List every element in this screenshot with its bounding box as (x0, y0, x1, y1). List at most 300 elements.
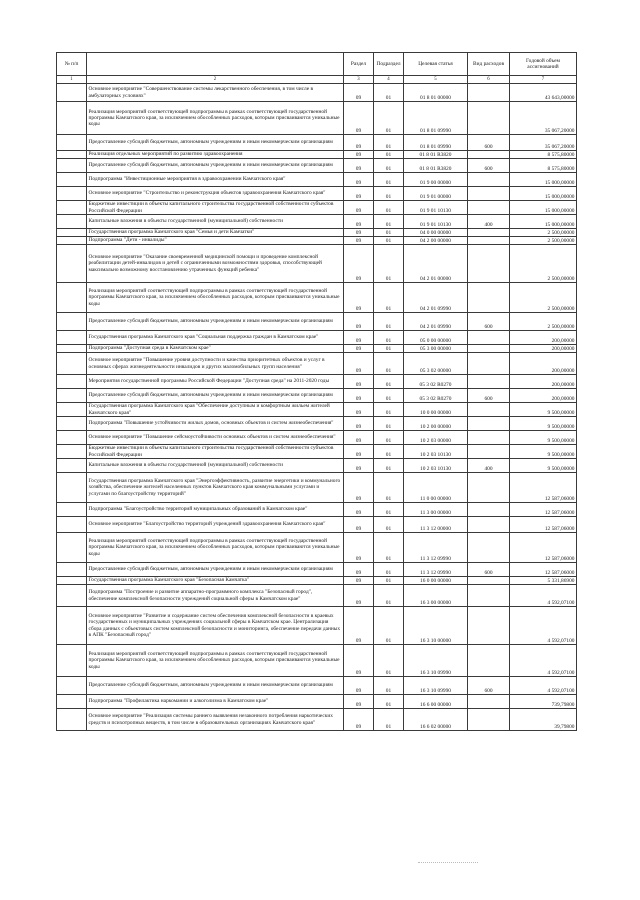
header-target-article: Целевая статья (404, 53, 468, 76)
row-target-article-cell: 04 2 01 09990 (404, 312, 468, 330)
table-row (57, 388, 577, 402)
row-number-cell (57, 606, 87, 644)
table-row (57, 200, 577, 214)
row-sum-cell: 9 500,00000 (510, 402, 577, 416)
row-sum-cell: 2 500,00000 (510, 228, 577, 236)
row-razdel-cell: 09 (344, 562, 374, 576)
table-row (57, 158, 577, 172)
row-podrazdel-cell: 01 (374, 430, 404, 444)
table-row (57, 172, 577, 186)
row-number-cell (57, 472, 87, 502)
table-row (57, 344, 577, 352)
row-name-cell: Реализация мероприятий соответствующей подпрограммы в рамках соответствующей государственной программы Камчатского края, за исключением обособленных расходов, которым присваиваются уникальные коды (87, 282, 344, 312)
row-target-article-cell: 10 2 00 00000 (404, 416, 468, 430)
row-target-article-cell: 16 6 02 00000 (404, 708, 468, 730)
table-row (57, 676, 577, 694)
table-row (57, 562, 577, 576)
row-sum-cell: 12 587,06000 (510, 516, 577, 532)
row-number-cell (57, 352, 87, 374)
row-sum-cell: 35 067,20000 (510, 134, 577, 150)
table-row (57, 606, 577, 644)
table-row (57, 236, 577, 244)
row-number-cell (57, 236, 87, 244)
row-expense-type-cell (468, 200, 510, 214)
row-sum-cell: 200,00000 (510, 352, 577, 374)
row-podrazdel-cell: 01 (374, 516, 404, 532)
row-expense-type-cell: 600 (468, 676, 510, 694)
row-podrazdel-cell: 01 (374, 330, 404, 344)
row-target-article-cell: 01 8 01 09990 (404, 134, 468, 150)
row-expense-type-cell (468, 430, 510, 444)
row-target-article-cell: 10 0 00 00000 (404, 402, 468, 416)
table-row (57, 532, 577, 562)
row-target-article-cell: 01 9 01 10130 (404, 200, 468, 214)
row-number-cell (57, 134, 87, 150)
row-podrazdel-cell: 01 (374, 708, 404, 730)
row-podrazdel-cell: 01 (374, 676, 404, 694)
row-number-cell (57, 150, 87, 158)
column-number: 1 (57, 76, 87, 83)
row-podrazdel-cell: 01 (374, 83, 404, 101)
row-sum-cell: 4 592,07100 (510, 584, 577, 606)
row-sum-cell: 2 500,00000 (510, 236, 577, 244)
row-number-cell (57, 444, 87, 458)
row-number-cell (57, 172, 87, 186)
row-expense-type-cell (468, 502, 510, 516)
row-name-cell: Государственная программа Камчатского края "Семья и дети Камчатки" (87, 228, 344, 236)
row-podrazdel-cell: 01 (374, 312, 404, 330)
row-number-cell (57, 200, 87, 214)
row-number-cell (57, 516, 87, 532)
row-razdel-cell: 09 (344, 532, 374, 562)
row-razdel-cell: 09 (344, 83, 374, 101)
table-row (57, 472, 577, 502)
row-target-article-cell: 11 3 12 09990 (404, 532, 468, 562)
row-target-article-cell: 04 0 00 00000 (404, 228, 468, 236)
row-podrazdel-cell: 01 (374, 236, 404, 244)
column-number: 6 (468, 76, 510, 83)
row-razdel-cell: 09 (344, 516, 374, 532)
row-razdel-cell: 09 (344, 228, 374, 236)
table-row (57, 101, 577, 134)
row-expense-type-cell (468, 282, 510, 312)
row-name-cell: Основное мероприятие "Повышение уровня доступности и качества приоритетных объектов и услуг в основных сферах жизнедеятельности инвалидов и других маломобильных групп населения" (87, 352, 344, 374)
row-razdel-cell: 09 (344, 236, 374, 244)
column-number: 4 (374, 76, 404, 83)
row-expense-type-cell (468, 186, 510, 200)
row-name-cell: Основное мероприятие "Развитие и содержание систем обеспечения комплексной безопасности в краевых государственных и муниципальных учреждениях социальной сферы в Камчатском крае. Централизация сбора данных с объектовых систем комплексной безопасности и мониторинга, обеспечение передачи данных в АПК "Безопасный город" (87, 606, 344, 644)
table-row (57, 282, 577, 312)
row-name-cell: Капитальные вложения в объекты государственной (муниципальной) собственности (87, 458, 344, 472)
row-name-cell: Подпрограмма "Профилактика наркомании и алкоголизма в Камчатском крае" (87, 694, 344, 708)
row-podrazdel-cell: 01 (374, 352, 404, 374)
row-razdel-cell: 09 (344, 644, 374, 676)
row-razdel-cell: 09 (344, 134, 374, 150)
row-name-cell: Мероприятия государственной программы Российской Федерации "Доступная среда" на 2011-2020 годы (87, 374, 344, 388)
row-expense-type-cell: 600 (468, 312, 510, 330)
table-row (57, 584, 577, 606)
row-razdel-cell: 09 (344, 101, 374, 134)
row-target-article-cell: 01 8 01 R3820 (404, 150, 468, 158)
row-expense-type-cell (468, 374, 510, 388)
row-sum-cell: 12 587,06000 (510, 532, 577, 562)
row-expense-type-cell (468, 344, 510, 352)
row-number-cell (57, 374, 87, 388)
row-razdel-cell: 09 (344, 150, 374, 158)
row-expense-type-cell (468, 172, 510, 186)
row-name-cell: Подпрограмма "Доступная среда в Камчатском крае" (87, 344, 344, 352)
row-sum-cell: 9 500,00000 (510, 416, 577, 430)
row-podrazdel-cell: 01 (374, 402, 404, 416)
row-name-cell: Основное мероприятие "Строительство и реконструкция объектов здравоохранения Камчатского края" (87, 186, 344, 200)
row-expense-type-cell (468, 330, 510, 344)
row-name-cell: Основное мероприятие "Реализация системы раннего выявления незаконного потребления наркотических средств и психотропных веществ, в том числе в образовательных организациях Камчатского края" (87, 708, 344, 730)
row-expense-type-cell (468, 606, 510, 644)
row-target-article-cell: 01 9 00 00000 (404, 172, 468, 186)
row-sum-cell: 12 587,06000 (510, 472, 577, 502)
row-podrazdel-cell: 01 (374, 502, 404, 516)
row-target-article-cell: 11 3 00 00000 (404, 502, 468, 516)
row-name-cell: Предоставление субсидий бюджетным, автономным учреждениям и иным некоммерческим организациям (87, 388, 344, 402)
row-podrazdel-cell: 01 (374, 172, 404, 186)
row-number-cell (57, 416, 87, 430)
row-target-article-cell: 10 2 03 10130 (404, 444, 468, 458)
row-sum-cell: 4 592,07100 (510, 676, 577, 694)
row-expense-type-cell (468, 244, 510, 282)
row-number-cell (57, 388, 87, 402)
row-expense-type-cell (468, 352, 510, 374)
row-name-cell: Основное мероприятие "Оказание своевременной медицинской помощи и проведение комплексной реабилитации детей-инвалидов и детей с ограниченными возможностями здоровья, способствующей максимально возможному восстановлению утраченных функций ребенка" (87, 244, 344, 282)
row-number-cell (57, 228, 87, 236)
row-sum-cell: 2 500,00000 (510, 312, 577, 330)
row-sum-cell: 15 000,00000 (510, 200, 577, 214)
row-sum-cell: 9 500,00000 (510, 444, 577, 458)
row-sum-cell: 15 000,00000 (510, 214, 577, 228)
row-target-article-cell: 01 9 01 10130 (404, 214, 468, 228)
row-expense-type-cell (468, 83, 510, 101)
row-podrazdel-cell: 01 (374, 388, 404, 402)
row-expense-type-cell: 600 (468, 562, 510, 576)
document-page (56, 52, 576, 731)
row-number-cell (57, 532, 87, 562)
row-expense-type-cell (468, 236, 510, 244)
row-target-article-cell: 10 2 03 10130 (404, 458, 468, 472)
row-name-cell: Государственная программа Камчатского края "Безопасная Камчатка" (87, 576, 344, 584)
row-podrazdel-cell: 01 (374, 644, 404, 676)
row-name-cell: Основное мероприятие "Совершенствование системы лекарственного обеспечения, в том числе в амбулаторных условиях" (87, 83, 344, 101)
row-podrazdel-cell: 01 (374, 606, 404, 644)
row-razdel-cell: 09 (344, 416, 374, 430)
row-expense-type-cell (468, 516, 510, 532)
row-target-article-cell: 16 3 00 00000 (404, 584, 468, 606)
row-podrazdel-cell: 01 (374, 228, 404, 236)
row-podrazdel-cell: 01 (374, 134, 404, 150)
row-podrazdel-cell: 01 (374, 416, 404, 430)
row-razdel-cell: 09 (344, 502, 374, 516)
row-target-article-cell: 01 8 01 09990 (404, 101, 468, 134)
row-number-cell (57, 708, 87, 730)
table-row (57, 430, 577, 444)
row-number-cell (57, 402, 87, 416)
row-sum-cell: 8 575,80000 (510, 150, 577, 158)
row-sum-cell: 35 067,20000 (510, 101, 577, 134)
row-podrazdel-cell: 01 (374, 576, 404, 584)
row-number-cell (57, 562, 87, 576)
row-sum-cell: 200,00000 (510, 388, 577, 402)
row-razdel-cell: 09 (344, 584, 374, 606)
row-podrazdel-cell: 01 (374, 186, 404, 200)
row-name-cell: Основное мероприятие "Повышение сейсмоустойчивости основных объектов и систем жизнеобеспечения" (87, 430, 344, 444)
row-razdel-cell: 09 (344, 244, 374, 282)
row-sum-cell: 12 587,06000 (510, 502, 577, 516)
column-number: 3 (344, 76, 374, 83)
row-razdel-cell: 09 (344, 388, 374, 402)
row-target-article-cell: 04 2 00 00000 (404, 236, 468, 244)
row-razdel-cell: 09 (344, 694, 374, 708)
row-razdel-cell: 09 (344, 576, 374, 584)
table-row (57, 502, 577, 516)
row-target-article-cell: 11 3 12 09990 (404, 562, 468, 576)
table-row (57, 458, 577, 472)
row-podrazdel-cell: 01 (374, 458, 404, 472)
budget-table (56, 52, 577, 731)
table-body (57, 83, 577, 730)
table-row (57, 708, 577, 730)
row-expense-type-cell (468, 402, 510, 416)
row-name-cell: Подпрограмма "Построение и развитие аппаратно-программного комплекса "Безопасный город", обеспечение комплексной безопасности учреждений социальной сферы в Камчатском крае" (87, 584, 344, 606)
row-name-cell: Капитальные вложения в объекты государственной (муниципальной) собственности (87, 214, 344, 228)
row-expense-type-cell: 400 (468, 458, 510, 472)
column-number: 2 (87, 76, 344, 83)
row-target-article-cell: 05 3 00 00000 (404, 344, 468, 352)
header-razdel: Раздел (344, 53, 374, 76)
row-name-cell: Подпрограмма "Дети - инвалиды" (87, 236, 344, 244)
table-row (57, 186, 577, 200)
row-target-article-cell: 04 2 01 09990 (404, 282, 468, 312)
header-number: № п/п (57, 53, 87, 76)
row-target-article-cell: 01 8 01 00000 (404, 83, 468, 101)
row-podrazdel-cell: 01 (374, 282, 404, 312)
row-sum-cell: 15 000,00000 (510, 186, 577, 200)
row-number-cell (57, 101, 87, 134)
row-podrazdel-cell: 01 (374, 694, 404, 708)
row-name-cell: Предоставление субсидий бюджетным, автономным учреждениям и иным некоммерческим организациям (87, 312, 344, 330)
header-expense-type: Вид расходов (468, 53, 510, 76)
row-name-cell: Реализация мероприятий соответствующей подпрограммы в рамках соответствующей государственной программы Камчатского края, за исключением обособленных расходов, которым присваиваются уникальные коды (87, 101, 344, 134)
row-sum-cell: 15 000,00000 (510, 172, 577, 186)
row-podrazdel-cell: 01 (374, 444, 404, 458)
row-number-cell (57, 458, 87, 472)
row-target-article-cell: 05 0 00 00000 (404, 330, 468, 344)
table-row (57, 83, 577, 101)
row-name-cell: Реализация мероприятий соответствующей подпрограммы в рамках соответствующей государственной программы Камчатского края, за исключением обособленных расходов, которым присваиваются уникальные коды (87, 644, 344, 676)
row-number-cell (57, 282, 87, 312)
row-name-cell: Государственная программа Камчатского края "Энергоэффективность, развитие энергетики и коммунального хозяйства, обеспечение жителей населенных пунктов Камчатского края коммунальными услугами и услугами по благоустройству территорий" (87, 472, 344, 502)
row-target-article-cell: 16 3 10 00000 (404, 606, 468, 644)
table-row (57, 644, 577, 676)
row-expense-type-cell (468, 150, 510, 158)
row-razdel-cell: 09 (344, 214, 374, 228)
row-podrazdel-cell: 01 (374, 584, 404, 606)
row-name-cell: Подпрограмма "Повышение устойчивости жилых домов, основных объектов и систем жизнеобеспечения" (87, 416, 344, 430)
row-razdel-cell: 09 (344, 344, 374, 352)
row-sum-cell: 12 587,06000 (510, 562, 577, 576)
row-expense-type-cell: 600 (468, 158, 510, 172)
row-target-article-cell: 04 2 01 00000 (404, 244, 468, 282)
row-podrazdel-cell: 01 (374, 150, 404, 158)
row-sum-cell: 739,79800 (510, 694, 577, 708)
row-expense-type-cell: 600 (468, 134, 510, 150)
column-number: 7 (510, 76, 577, 83)
row-expense-type-cell (468, 584, 510, 606)
row-expense-type-cell (468, 228, 510, 236)
table-row (57, 214, 577, 228)
row-target-article-cell: 01 9 01 00000 (404, 186, 468, 200)
row-name-cell: Предоставление субсидий бюджетным, автономным учреждениям и иным некоммерческим организациям (87, 134, 344, 150)
row-sum-cell: 200,00000 (510, 374, 577, 388)
row-expense-type-cell: 600 (468, 388, 510, 402)
row-podrazdel-cell: 01 (374, 532, 404, 562)
row-razdel-cell: 09 (344, 402, 374, 416)
row-number-cell (57, 186, 87, 200)
row-expense-type-cell (468, 416, 510, 430)
row-expense-type-cell (468, 708, 510, 730)
row-razdel-cell: 09 (344, 708, 374, 730)
header-annual-volume: Годовой объем ассигнований (510, 53, 577, 76)
row-target-article-cell: 05 3 02 R0270 (404, 374, 468, 388)
row-name-cell: Реализация мероприятий соответствующей подпрограммы в рамках соответствующей государственной программы Камчатского края, за исключением обособленных расходов, которым присваиваются уникальные коды (87, 532, 344, 562)
row-expense-type-cell: 400 (468, 214, 510, 228)
row-sum-cell: 39,79800 (510, 708, 577, 730)
row-razdel-cell: 09 (344, 606, 374, 644)
row-number-cell (57, 644, 87, 676)
row-name-cell: Государственная программа Камчатского края "Социальная поддержка граждан в Камчатском крае" (87, 330, 344, 344)
row-sum-cell: 43 643,00000 (510, 83, 577, 101)
row-number-cell (57, 502, 87, 516)
row-expense-type-cell (468, 694, 510, 708)
row-target-article-cell: 11 0 00 00000 (404, 472, 468, 502)
row-target-article-cell: 16 3 10 09990 (404, 676, 468, 694)
table-row (57, 244, 577, 282)
table-row (57, 312, 577, 330)
column-number-row (57, 76, 577, 83)
row-sum-cell: 200,00000 (510, 344, 577, 352)
table-row (57, 134, 577, 150)
row-sum-cell: 9 500,00000 (510, 430, 577, 444)
row-target-article-cell: 05 3 02 R0270 (404, 388, 468, 402)
table-row (57, 352, 577, 374)
row-podrazdel-cell: 01 (374, 214, 404, 228)
table-row (57, 694, 577, 708)
row-expense-type-cell (468, 576, 510, 584)
table-row (57, 576, 577, 584)
row-number-cell (57, 576, 87, 584)
row-razdel-cell: 09 (344, 352, 374, 374)
row-sum-cell: 8 575,80000 (510, 158, 577, 172)
row-razdel-cell: 09 (344, 282, 374, 312)
table-row (57, 402, 577, 416)
row-expense-type-cell (468, 644, 510, 676)
row-target-article-cell: 01 8 01 R3820 (404, 158, 468, 172)
row-sum-cell: 5 331,86900 (510, 576, 577, 584)
row-number-cell (57, 214, 87, 228)
row-podrazdel-cell: 01 (374, 344, 404, 352)
row-name-cell: Предоставление субсидий бюджетным, автономным учреждениям и иным некоммерческим организациям (87, 562, 344, 576)
row-sum-cell: 2 500,00000 (510, 244, 577, 282)
table-row (57, 516, 577, 532)
row-podrazdel-cell: 01 (374, 374, 404, 388)
row-name-cell: Предоставление субсидий бюджетным, автономным учреждениям и иным некоммерческим организациям (87, 676, 344, 694)
table-row (57, 444, 577, 458)
row-number-cell (57, 584, 87, 606)
table-header-row (57, 53, 577, 76)
table-row (57, 330, 577, 344)
row-expense-type-cell (468, 444, 510, 458)
row-sum-cell: 4 592,07100 (510, 606, 577, 644)
header-podrazdel: Подраздел (374, 53, 404, 76)
row-name-cell: Государственная программа Камчатского края "Обеспечение доступным и комфортным жильем жителей Камчатского края" (87, 402, 344, 416)
row-razdel-cell: 09 (344, 676, 374, 694)
table-row (57, 228, 577, 236)
row-number-cell (57, 158, 87, 172)
row-razdel-cell: 09 (344, 472, 374, 502)
row-expense-type-cell (468, 472, 510, 502)
header-name (87, 53, 344, 76)
table-row (57, 416, 577, 430)
row-name-cell: Бюджетные инвестиции в объекты капитального строительства государственной собственности субъектов Российской Федерации (87, 444, 344, 458)
row-target-article-cell: 16 0 00 00000 (404, 576, 468, 584)
row-razdel-cell: 09 (344, 374, 374, 388)
row-razdel-cell: 09 (344, 330, 374, 344)
row-target-article-cell: 16 6 00 00000 (404, 694, 468, 708)
row-podrazdel-cell: 01 (374, 562, 404, 576)
row-name-cell: Бюджетные инвестиции в объекты капитального строительства государственной собственности субъектов Российской Федерации (87, 200, 344, 214)
row-podrazdel-cell: 01 (374, 472, 404, 502)
row-razdel-cell: 09 (344, 158, 374, 172)
row-podrazdel-cell: 01 (374, 200, 404, 214)
row-target-article-cell: 16 3 10 09990 (404, 644, 468, 676)
row-razdel-cell: 09 (344, 186, 374, 200)
row-number-cell (57, 330, 87, 344)
row-number-cell (57, 83, 87, 101)
row-podrazdel-cell: 01 (374, 158, 404, 172)
row-sum-cell: 9 500,00000 (510, 458, 577, 472)
row-target-article-cell: 11 3 12 00000 (404, 516, 468, 532)
row-expense-type-cell (468, 101, 510, 134)
row-name-cell: Подпрограмма "Инвестиционные мероприятия в здравоохранении Камчатского края" (87, 172, 344, 186)
row-razdel-cell: 09 (344, 312, 374, 330)
scan-artifact (418, 862, 478, 865)
row-podrazdel-cell: 01 (374, 244, 404, 282)
row-number-cell (57, 694, 87, 708)
row-podrazdel-cell: 01 (374, 101, 404, 134)
row-razdel-cell: 09 (344, 430, 374, 444)
column-number: 5 (404, 76, 468, 83)
row-number-cell (57, 676, 87, 694)
row-number-cell (57, 244, 87, 282)
row-name-cell: Подпрограмма "Благоустройство территорий муниципальных образований в Камчатском крае" (87, 502, 344, 516)
row-sum-cell: 2 500,00000 (510, 282, 577, 312)
row-expense-type-cell (468, 532, 510, 562)
row-number-cell (57, 344, 87, 352)
row-number-cell (57, 312, 87, 330)
row-sum-cell: 4 592,07100 (510, 644, 577, 676)
row-razdel-cell: 09 (344, 172, 374, 186)
row-sum-cell: 200,00000 (510, 330, 577, 344)
row-razdel-cell: 09 (344, 444, 374, 458)
row-name-cell: Основное мероприятие "Благоустройство территорий учреждений здравоохранения Камчатского края" (87, 516, 344, 532)
row-razdel-cell: 09 (344, 200, 374, 214)
